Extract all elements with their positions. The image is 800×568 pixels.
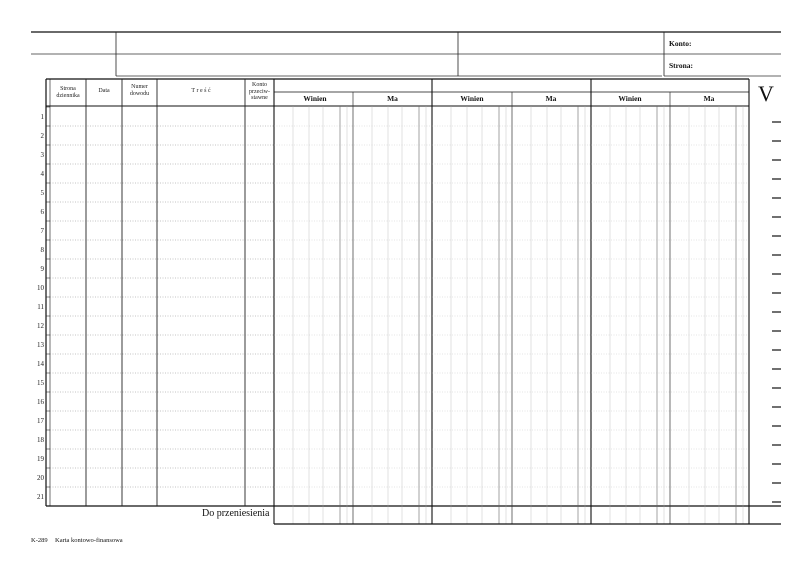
group2-ma-header: Ma xyxy=(545,94,557,103)
header-data: Data xyxy=(98,88,110,94)
group1-ma-header: Ma xyxy=(387,94,398,103)
row-number: 4 xyxy=(40,170,44,178)
row-number: 5 xyxy=(40,189,44,197)
group2-winien-header: Winien xyxy=(460,94,484,103)
header-tresc: T r e ś ć xyxy=(191,88,211,94)
check-mark-header: V xyxy=(758,81,774,106)
row-number: 20 xyxy=(37,474,44,482)
form-title: Karta kontowo-finansowa xyxy=(55,537,123,544)
group3-ma-header: Ma xyxy=(703,94,715,103)
group1-winien-header: Winien xyxy=(303,94,327,103)
header-konto-przeciwstawne: Konto przeciw-stawne xyxy=(249,82,270,101)
row-number: 1 xyxy=(40,113,44,121)
row-number: 16 xyxy=(37,398,44,406)
header-numer-dowodu: Numer dowodu xyxy=(129,84,150,97)
row-number: 3 xyxy=(40,151,44,159)
row-number: 19 xyxy=(37,455,44,463)
row-number: 13 xyxy=(37,341,44,349)
row-number: 7 xyxy=(40,227,44,235)
row-number: 2 xyxy=(40,132,44,140)
row-number: 14 xyxy=(37,360,44,368)
header-strona-dziennika: Strona dziennika xyxy=(56,86,80,99)
group3-winien-header: Winien xyxy=(618,94,642,103)
row-number: 21 xyxy=(37,493,44,501)
form-code: K-289 xyxy=(31,537,48,544)
carry-forward-label: Do przeniesienia xyxy=(202,508,270,519)
strona-label: Strona: xyxy=(669,61,694,70)
row-number: 9 xyxy=(40,265,44,273)
row-number: 11 xyxy=(37,303,44,311)
row-number: 15 xyxy=(37,379,44,387)
konto-label: Konto: xyxy=(669,39,692,48)
row-number: 6 xyxy=(40,208,44,216)
row-number: 8 xyxy=(40,246,44,254)
row-number: 18 xyxy=(37,436,44,444)
row-number: 12 xyxy=(37,322,44,330)
row-number: 17 xyxy=(37,417,44,425)
row-number: 10 xyxy=(37,284,44,292)
